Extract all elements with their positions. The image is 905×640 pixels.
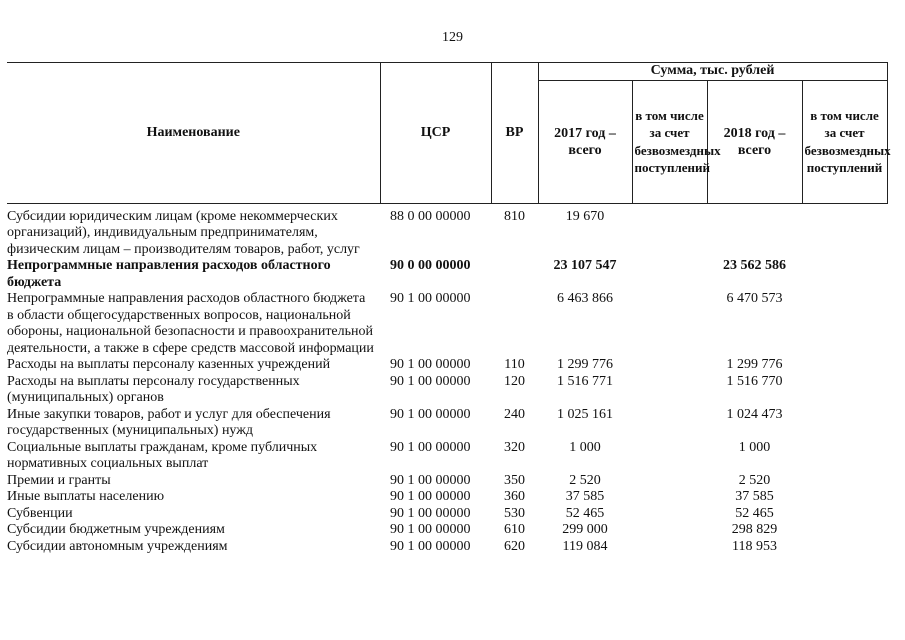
row-vr: 120 xyxy=(504,373,525,389)
row-2017-total: 299 000 xyxy=(562,522,608,537)
row-2018-subsidy xyxy=(802,258,887,291)
row-vr: 610 xyxy=(504,522,525,537)
row-2017-total: 2 520 xyxy=(569,472,601,488)
row-name: Субсидии автономным учреждениям xyxy=(7,538,228,554)
row-2018-subsidy xyxy=(802,291,887,357)
header-csr: ЦСР xyxy=(380,63,491,204)
table-body xyxy=(7,203,887,555)
row-2018-total: 1 000 xyxy=(738,439,771,455)
row-2017-total: 119 084 xyxy=(562,538,608,554)
row-2017-total: 19 670 xyxy=(565,208,605,224)
row-csr: 90 1 00 00000 xyxy=(390,406,471,422)
table-row xyxy=(7,291,887,357)
row-2017-total: 6 463 866 xyxy=(557,291,613,306)
row-2018-total: 2 520 xyxy=(738,472,771,488)
row-name: Субсидии юридическим лицам (кроме некоммерческих организаций), индивидуальным предпринимателям, физическим лицам – производителям товаров, работ, услуг xyxy=(7,208,360,257)
table-row xyxy=(7,440,887,473)
row-vr: 320 xyxy=(504,439,525,455)
table-row xyxy=(7,203,887,258)
header-year-2018: 2018 год – всего xyxy=(707,80,802,203)
row-vr: 360 xyxy=(504,489,525,504)
row-csr: 90 0 00 00000 xyxy=(390,258,471,273)
row-2017-subsidy xyxy=(632,440,707,473)
row-csr: 88 0 00 00000 xyxy=(390,208,471,224)
row-name: Субвенции xyxy=(7,505,73,521)
row-2017-total: 37 585 xyxy=(565,489,605,504)
row-csr: 90 1 00 00000 xyxy=(390,357,471,372)
row-2018-subsidy xyxy=(802,489,887,506)
table-row xyxy=(7,506,887,523)
row-csr: 90 1 00 00000 xyxy=(390,538,471,554)
table-row xyxy=(7,489,887,506)
table-row xyxy=(7,258,887,291)
row-name: Премии и гранты xyxy=(7,472,111,488)
header-vr: ВР xyxy=(491,63,538,204)
row-2018-total: 298 829 xyxy=(731,522,778,537)
row-2018-subsidy xyxy=(802,357,887,374)
row-2018-total: 52 465 xyxy=(735,505,774,521)
row-csr: 90 1 00 00000 xyxy=(390,489,471,504)
row-name: Непрограммные направления расходов областного бюджета xyxy=(7,258,331,290)
row-vr xyxy=(491,258,538,291)
row-2017-subsidy xyxy=(632,203,707,258)
row-2017-total: 23 107 547 xyxy=(553,258,617,273)
table-row xyxy=(7,357,887,374)
table-row xyxy=(7,374,887,407)
row-vr: 110 xyxy=(504,357,525,372)
row-2017-total: 1 000 xyxy=(569,439,601,455)
row-2018-subsidy xyxy=(802,407,887,440)
row-2018-subsidy xyxy=(802,203,887,258)
table-row xyxy=(7,539,887,556)
budget-table xyxy=(7,62,891,555)
row-name: Непрограммные направления расходов областного бюджета в области общегосударственных вопросов, национальной обороны, национальной безопасности и правоохранительной деятельности, а также в сфере средств массовой информации xyxy=(7,291,374,356)
page-number: 129 xyxy=(442,30,463,45)
row-name: Расходы на выплаты персоналу казенных учреждений xyxy=(7,357,331,372)
budget-table-container xyxy=(7,62,891,555)
row-2018-subsidy xyxy=(802,539,887,556)
row-2017-subsidy xyxy=(632,489,707,506)
row-2017-subsidy xyxy=(632,258,707,291)
row-csr: 90 1 00 00000 xyxy=(390,472,471,488)
row-2018-total: 1 516 770 xyxy=(726,373,783,389)
row-2018-subsidy xyxy=(802,473,887,490)
row-2017-subsidy xyxy=(632,407,707,440)
row-2018-total: 118 953 xyxy=(732,538,777,554)
row-vr: 530 xyxy=(504,505,525,521)
table-row xyxy=(7,522,887,539)
header-sum: Сумма, тыс. рублей xyxy=(538,63,887,81)
table-row xyxy=(7,407,887,440)
row-2018-total: 1 299 776 xyxy=(726,357,783,372)
row-2017-total: 1 516 771 xyxy=(557,373,613,389)
row-2018-subsidy xyxy=(802,374,887,407)
row-csr: 90 1 00 00000 xyxy=(390,291,471,306)
header-subsidy-2017: в том числе за счет безвозмездных поступлений xyxy=(632,80,707,203)
table-header xyxy=(7,63,891,204)
row-2018-subsidy xyxy=(802,506,887,523)
row-name: Социальные выплаты гражданам, кроме публичных нормативных социальных выплат xyxy=(7,439,318,471)
row-csr: 90 1 00 00000 xyxy=(390,373,471,389)
header-subsidy-2018: в том числе за счет безвозмездных поступлений xyxy=(802,80,887,203)
row-2017-subsidy xyxy=(632,539,707,556)
row-csr: 90 1 00 00000 xyxy=(390,505,471,521)
row-2018-total: 1 024 473 xyxy=(726,406,783,422)
row-vr: 810 xyxy=(504,208,525,224)
row-2018-total xyxy=(707,203,802,258)
header-name: Наименование xyxy=(7,63,380,204)
row-2018-total: 37 585 xyxy=(735,489,774,504)
row-name: Иные закупки товаров, работ и услуг для обеспечения государственных (муниципальных) нужд xyxy=(7,406,331,438)
row-csr: 90 1 00 00000 xyxy=(390,522,471,537)
table-row xyxy=(7,473,887,490)
row-csr: 90 1 00 00000 xyxy=(390,439,471,455)
row-2017-total: 1 299 776 xyxy=(557,357,613,372)
row-vr: 240 xyxy=(504,406,525,422)
row-2017-subsidy xyxy=(632,291,707,357)
row-2017-subsidy xyxy=(632,357,707,374)
row-vr xyxy=(491,291,538,357)
row-2017-total: 1 025 161 xyxy=(557,406,613,422)
row-name: Расходы на выплаты персоналу государственных (муниципальных) органов xyxy=(7,373,300,405)
row-vr: 350 xyxy=(504,472,525,488)
row-2017-subsidy xyxy=(632,374,707,407)
row-2018-total: 6 470 573 xyxy=(726,291,783,306)
row-2017-subsidy xyxy=(632,473,707,490)
row-2018-subsidy xyxy=(802,440,887,473)
row-name: Субсидии бюджетным учреждениям xyxy=(7,522,225,537)
row-2018-total: 23 562 586 xyxy=(723,258,786,273)
row-vr: 620 xyxy=(504,538,525,554)
row-2017-total: 52 465 xyxy=(565,505,605,521)
row-2018-subsidy xyxy=(802,522,887,539)
row-name: Иные выплаты населению xyxy=(7,489,165,504)
row-2017-subsidy xyxy=(632,522,707,539)
row-2017-subsidy xyxy=(632,506,707,523)
header-year-2017: 2017 год – всего xyxy=(538,80,632,203)
